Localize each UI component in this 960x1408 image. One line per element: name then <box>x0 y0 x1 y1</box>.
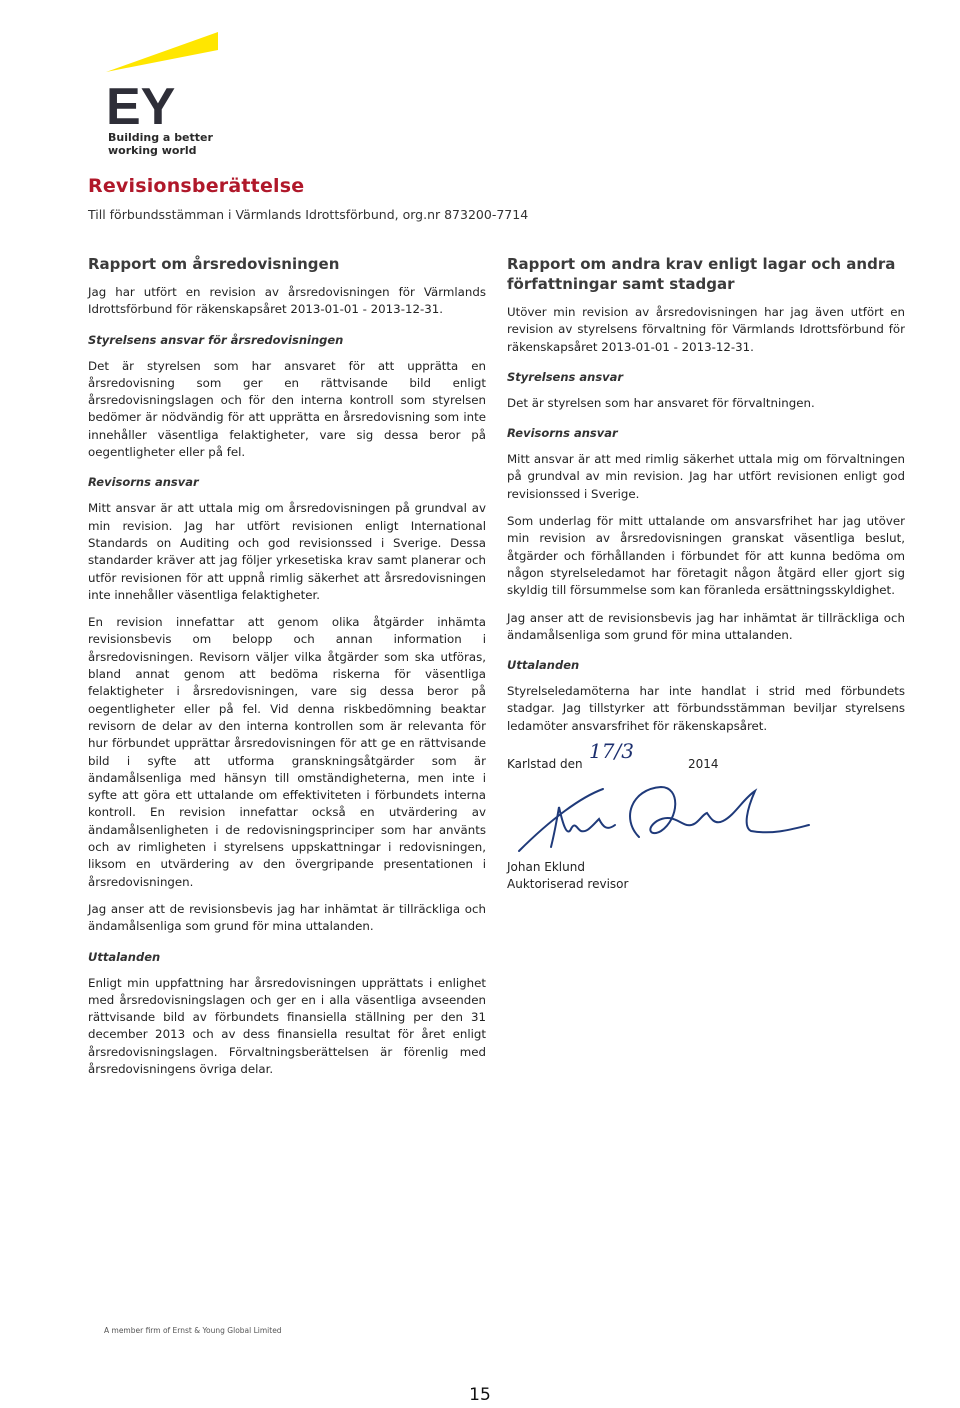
right-section-heading: Rapport om andra krav enligt lagar och andra författningar samt stadgar <box>507 255 896 293</box>
left-section-heading: Rapport om årsredovisningen <box>88 255 340 273</box>
left-statement-text: Enligt min uppfattning har årsredovisningen upprättats i enlighet med årsredovisningslagen och ger en i alla väsentliga avseenden rättvisande bild av förbundets finansiella ställning per den 31 december 2013 och av dess finansiella resultat för året enligt årsredovisningslagen. Förvaltningsberättelsen är förenlig med årsredovisningens övriga delar. <box>88 975 486 1076</box>
left-auditor-heading: Revisorns ansvar <box>88 475 199 490</box>
document-title: Revisionsberättelse <box>88 175 305 197</box>
signer-name: Johan Eklund <box>507 860 585 875</box>
right-auditor-heading: Revisorns ansvar <box>507 426 618 441</box>
right-board-text: Det är styrelsen som har ansvaret för förvaltningen. <box>507 395 815 410</box>
right-auditor-text-1: Mitt ansvar är att med rimlig säkerhet uttala mig om förvaltningen på grundval av min revision. Jag har utfört revisionen enligt god revisionssed i Sverige. <box>507 452 905 501</box>
signature-stroke-1 <box>519 789 615 851</box>
right-column <box>507 254 905 893</box>
left-auditor-text-1: Mitt ansvar är att uttala mig om årsredovisningen på grundval av min revision. Jag har utfört revisionen enligt International Standards on Auditing och god revisionssed i Sverige. Dessa standarder kräver att jag följer yrkesetiska krav samt planerar och utför revisionen för att uppnå rimlig säkerhet att årsredovisningen inte innehåller väsentliga felaktigheter. <box>88 501 486 602</box>
right-statement-heading: Uttalanden <box>507 658 580 673</box>
signature-place: Karlstad den <box>507 757 583 772</box>
footer-member-note: A member firm of Ernst & Young Global Limited <box>104 1326 282 1335</box>
right-auditor-text-3: Jag anser att de revisionsbevis jag har inhämtat är tillräckliga och ändamålsenliga som grund för mina uttalanden. <box>507 610 905 642</box>
tagline-line-1: Building a better <box>108 131 213 144</box>
right-auditor-text-2: Som underlag för mitt uttalande om ansvarsfrihet har jag utöver min revision av årsredovisningen granskat väsentliga beslut, åtgärder och förhållanden i förbundet för att kunna bedöma om någon styrelseledamot har företagit någon åtgärd eller gjort sig skyldig till försummelse som kan föranleda ersättningsskyldighet. <box>507 514 905 598</box>
left-board-heading: Styrelsens ansvar för årsredovisningen <box>88 332 344 347</box>
ey-logo-beam <box>106 32 218 72</box>
ey-logo-mark <box>104 28 224 128</box>
ey-logo-text: EY <box>106 78 176 128</box>
left-intro: Jag har utfört en revision av årsredovisningen för Värmlands Idrottsförbund för räkenskapsåret 2013-01-01 - 2013-12-31. <box>88 285 486 317</box>
signature-date-handwritten: 17/3 <box>589 739 634 764</box>
tagline-line-2: working world <box>108 144 197 157</box>
document-subtitle: Till förbundsstämman i Värmlands Idrottsförbund, org.nr 873200-7714 <box>88 207 529 222</box>
handwritten-signature <box>511 779 811 859</box>
signature-year: 2014 <box>688 757 719 772</box>
left-column <box>88 254 486 1088</box>
left-statement-heading: Uttalanden <box>88 949 161 964</box>
left-auditor-text-2: En revision innefattar att genom olika åtgärder inhämta revisionsbevis om belopp och annan information i årsredovisningen. Revisorn väljer vilka åtgärder som ska utföras, bland annat genom att bedöma riskerna för väsentliga felaktigheter i årsredovisningen, vare sig dessa beror på oegentligheter eller på fel. Vid denna riskbedömning beaktar revisorn de delar av den interna kontrollen som är relevanta för hur förbundet upprättar årsredovisningen för att ge en rättvisande bild i syfte att utforma granskningsåtgärder som är ändamålsenliga med hänsyn till omständigheterna, men inte i syfte att göra ett uttalande om effektiviteten i förbundets interna kontroll. En revision innefattar också en utvärdering av ändamålsenligheten i de redovisningsprinciper som har använts och av rimligheten i styrelsens uppskattningar i redovisningen, liksom en utvärdering av den övergripande presentationen i årsredovisningen. <box>88 615 486 889</box>
left-board-text: Det är styrelsen som har ansvaret för att upprätta en årsredovisning som ger en rättvisande bild enligt årsredovisningslagen och för den interna kontroll som styrelsen bedömer är nödvändig för att upprätta en årsredovisning som inte innehåller väsentliga felaktigheter, vare sig dessa beror på oegentligheter eller på fel. <box>88 358 486 460</box>
signer-title: Auktoriserad revisor <box>507 877 629 892</box>
right-board-heading: Styrelsens ansvar <box>507 369 624 384</box>
page-number: 15 <box>469 1385 491 1405</box>
ey-tagline <box>108 131 228 157</box>
signature-stroke-2 <box>630 787 809 837</box>
right-intro: Utöver min revision av årsredovisningen har jag även utfört en revision av styrelsens förvaltning för Värmlands Idrottsförbund för räkenskapsåret 2013-01-01 - 2013-12-31. <box>507 305 905 354</box>
signature-place-date <box>507 739 905 775</box>
right-statement-text: Styrelseledamöterna har inte handlat i strid med förbundets stadgar. Jag tillstyrker att förbundsstämman beviljar styrelsens ledamöter ansvarsfrihet för räkenskapsåret. <box>507 684 905 733</box>
left-auditor-text-3: Jag anser att de revisionsbevis jag har inhämtat är tillräckliga och ändamålsenliga som grund för mina uttalanden. <box>88 901 486 934</box>
